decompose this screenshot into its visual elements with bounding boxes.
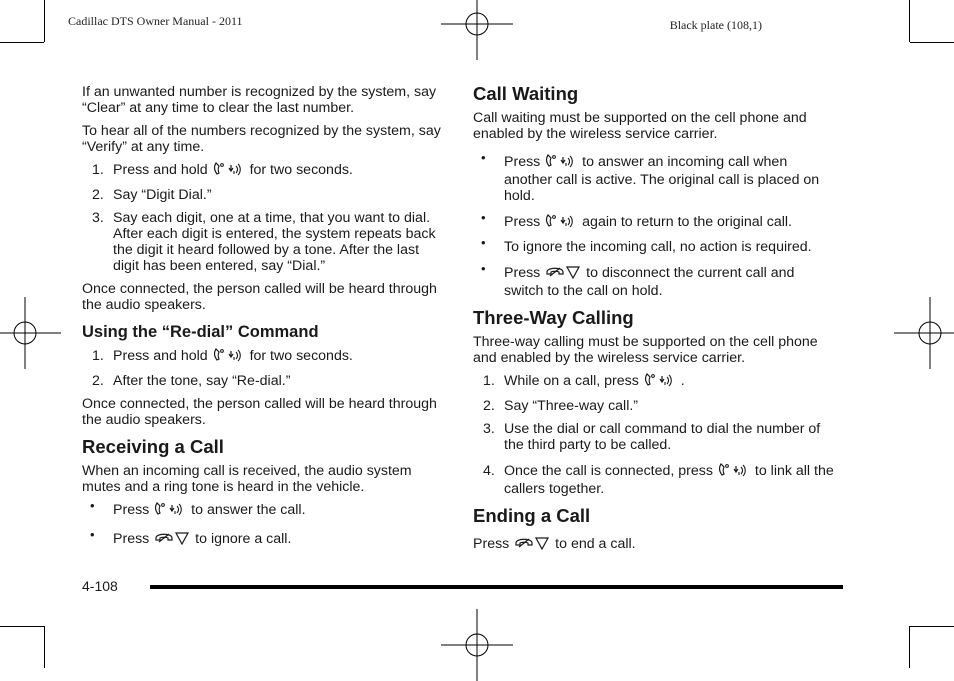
list-item [82,498,444,520]
section-heading: Receiving a Call [82,436,224,457]
left-column [82,84,444,556]
list-item [82,210,444,274]
paragraph [473,536,835,554]
list-item [473,421,835,453]
list-item [473,150,835,204]
registration-mark-icon [441,0,513,60]
list-item [82,187,444,203]
step-text: Use the dial or call command to dial the number of the third party to be called. [504,421,821,453]
paragraph: Once connected, the person called will be heard through the audio speakers. [82,281,437,313]
running-header: Cadillac DTS Owner Manual - 2011 [68,14,243,28]
step-text: Say “Digit Dial.” [113,187,212,203]
list-number: 1. [92,162,104,178]
list-item [82,527,444,549]
registration-mark-icon [894,297,954,369]
list-number: 4. [483,463,495,479]
right-column [473,82,835,561]
step-text: to ignore a call. [195,531,292,547]
step-text: Press [504,214,541,230]
phone-talk-icon [154,502,186,520]
crop-mark [909,626,910,668]
step-text: Once the call is connected, press [504,463,713,479]
step-text: To ignore the incoming call, no action is required. [504,239,812,255]
bullet: • [481,261,486,276]
list-item [82,348,444,366]
step-text: to disconnect the current call and switch to the call on hold. [504,265,795,299]
phone-end-icon [545,265,581,283]
phone-end-icon [154,531,190,549]
bullet: • [90,498,95,513]
step-text: Press [473,536,510,552]
step-text: Press [504,265,541,281]
list-number: 3. [92,210,104,226]
crop-mark [0,626,44,627]
step-text: . [680,373,685,389]
step-text: Press and hold [113,348,208,364]
crop-mark [0,42,44,43]
phone-talk-icon [545,154,577,172]
step-text: Say “Three-way call.” [504,398,639,414]
registration-mark-icon [441,609,513,681]
list-number: 2. [483,398,495,414]
page-number: 4-108 [82,578,118,594]
list-number: 1. [92,348,104,364]
bullet: • [481,150,486,165]
phone-talk-icon [545,214,577,232]
paragraph: To hear all of the numbers recognized by the system, say “Verify” at any time. [82,123,441,155]
section-heading: Call Waiting [473,83,579,104]
bullet: • [481,210,486,225]
list-item [473,261,835,299]
step-text: Say each digit, one at a time, that you want to dial. After each digit is entered, the system repeats back the digit it heard followed by a tone. After the last digit has been entered, say “Dial.” [113,210,436,274]
section-heading: Using the “Re-dial” Command [82,323,319,341]
list-item [473,235,835,255]
list-item [473,210,835,232]
step-text: to end a call. [555,536,636,552]
phone-end-icon [514,536,550,554]
phone-talk-icon [213,348,245,366]
list-number: 1. [483,373,495,389]
list-item [473,398,835,414]
bullet-list [82,498,444,549]
crop-mark [44,626,45,668]
paragraph: Call waiting must be supported on the cell phone and enabled by the wireless service carrier. [473,110,807,142]
list-number: 3. [483,421,495,437]
crop-mark [909,0,910,42]
phone-talk-icon [213,162,245,180]
crop-mark [44,0,45,42]
numbered-list [82,162,444,274]
step-text: again to return to the original call. [582,214,792,230]
paragraph: Three-way calling must be supported on the cell phone and enabled by the wireless service carrier. [473,334,818,366]
crop-mark [910,42,954,43]
bullet: • [90,527,95,542]
registration-mark-icon [0,297,61,369]
step-text: After the tone, say “Re-dial.” [113,373,291,389]
list-item [82,162,444,180]
step-text: for two seconds. [249,348,353,364]
step-text: Press and hold [113,162,208,178]
paragraph: If an unwanted number is recognized by the system, say “Clear” at any time to clear the last number. [82,84,437,116]
step-text: for two seconds. [249,162,353,178]
paragraph: When an incoming call is received, the audio system mutes and a ring tone is heard in the vehicle. [82,463,412,495]
list-number: 2. [92,187,104,203]
step-text: to link all the callers together. [504,463,834,497]
bullet-list [473,150,835,299]
phone-talk-icon [644,373,676,391]
numbered-list [82,348,444,389]
step-text: While on a call, press [504,373,639,389]
step-text: to answer an incoming call when another call is active. The original call is placed on hold. [504,154,820,204]
section-heading: Ending a Call [473,505,591,526]
list-item [82,373,444,389]
footer-rule [150,585,843,589]
list-item [473,373,835,391]
step-text: Press [504,154,541,170]
step-text: Press [113,531,150,547]
bullet: • [481,235,486,250]
list-item [473,463,835,497]
paragraph: Once connected, the person called will be heard through the audio speakers. [82,396,437,428]
plate-label: Black plate (108,1) [669,18,762,32]
numbered-list [473,373,835,497]
phone-talk-icon [718,463,750,481]
step-text: Press [113,502,150,518]
step-text: to answer the call. [191,502,306,518]
list-number: 2. [92,373,104,389]
section-heading: Three-Way Calling [473,307,634,328]
crop-mark [910,626,954,627]
